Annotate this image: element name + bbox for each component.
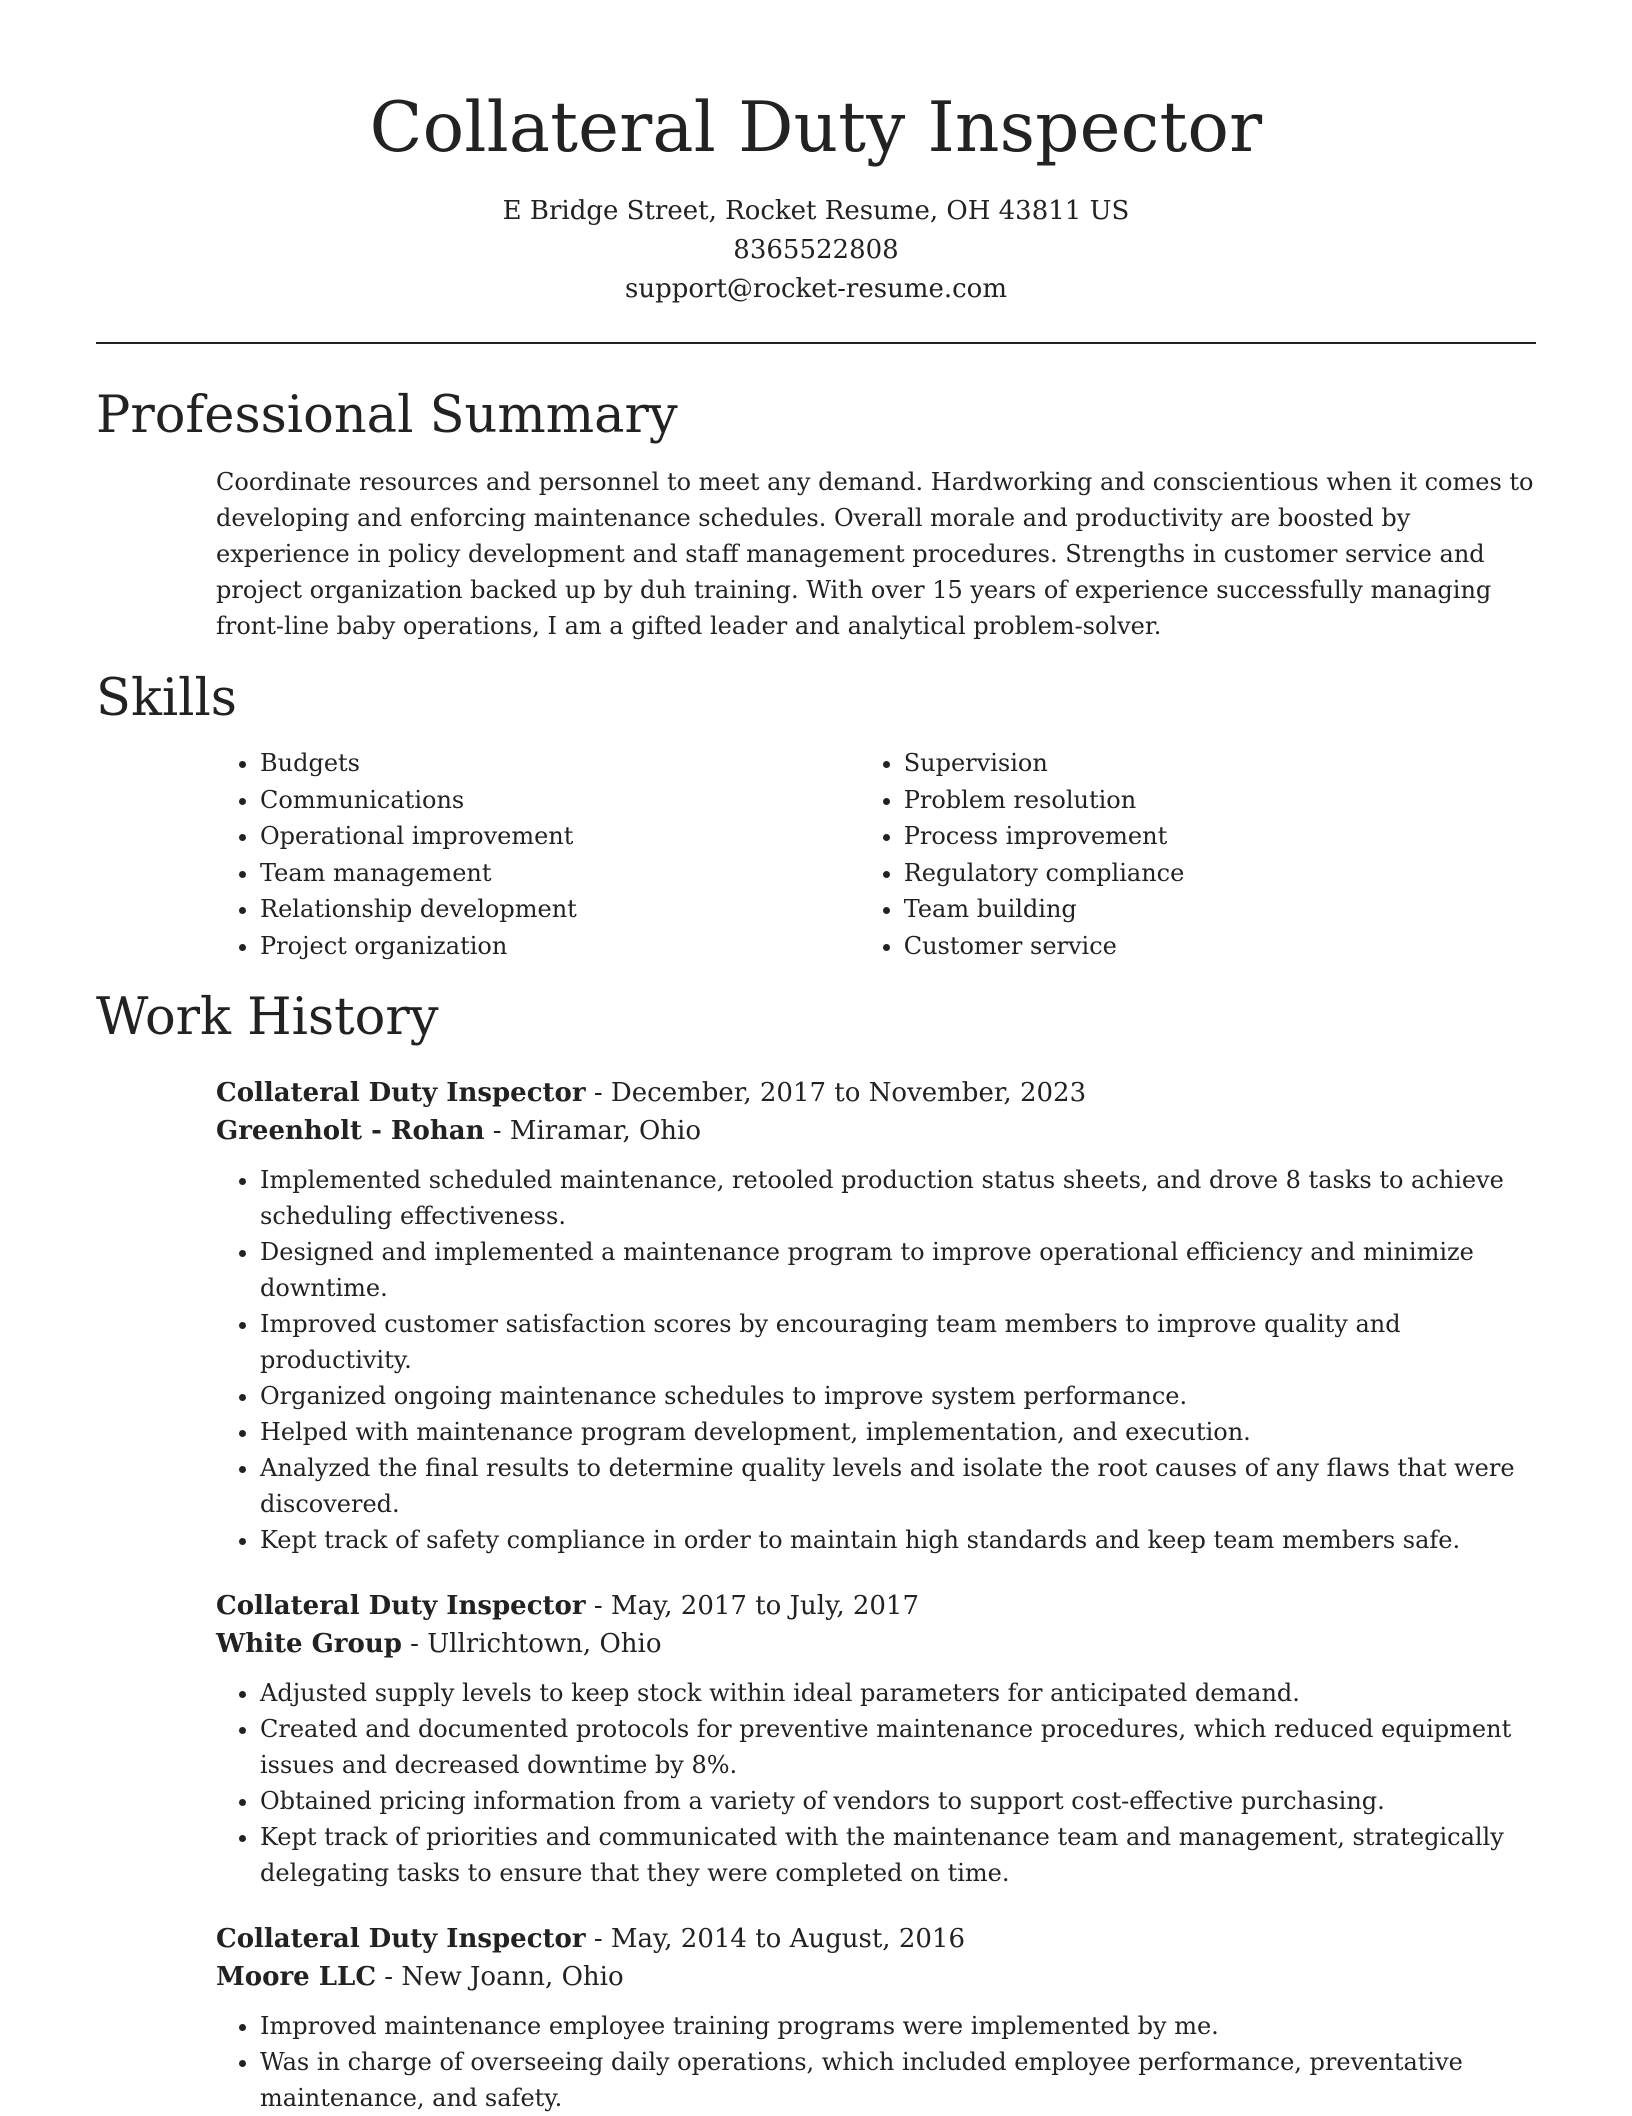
skill-item: • Process improvement: [904, 818, 1536, 855]
job-role: Collateral Duty Inspector: [216, 1924, 586, 1954]
summary-text: Coordinate resources and personnel to meet any demand. Hardworking and conscientious when it comes to developing and enforcing maintenance schedules. Overall morale and productivity are boosted by experience in policy development and staff management procedures. Strengths in customer service and project organization backed up by duh training. With over 15 years of experience successfully managing front-line baby operations, I am a gifted leader and analytical problem-solver.: [216, 468, 1534, 640]
job-bullet: • Organized ongoing maintenance schedules to improve system performance.: [260, 1378, 1536, 1414]
section-title-summary: Professional Summary: [96, 386, 678, 445]
skill-item: • Team management: [260, 855, 860, 892]
job-dates: - December, 2017 to November, 2023: [585, 1078, 1087, 1108]
job-role: Collateral Duty Inspector: [216, 1591, 586, 1621]
job-location: - New Joann, Ohio: [376, 1962, 624, 1992]
skill-item: • Problem resolution: [904, 782, 1536, 819]
job-title-line: [216, 1074, 1536, 1112]
skill-item: • Team building: [904, 891, 1536, 928]
job-bullet: • Helped with maintenance program development, implementation, and execution.: [260, 1414, 1536, 1450]
skills-column-right: [860, 745, 1536, 964]
job-company-line: [216, 1625, 1536, 1663]
contact-email: support@rocket-resume.com: [624, 274, 1007, 304]
skill-item: • Project organization: [260, 928, 860, 965]
skill-item: • Communications: [260, 782, 860, 819]
job-company: White Group: [216, 1629, 402, 1659]
job-entry: [216, 1074, 1536, 1558]
job-company-line: [216, 1958, 1536, 1996]
skills-list: [216, 745, 1536, 964]
section-title-work-history: Work History: [96, 988, 439, 1047]
job-role: Collateral Duty Inspector: [216, 1078, 586, 1108]
job-bullet: • Obtained pricing information from a variety of vendors to support cost-effective purchasing.: [260, 1783, 1536, 1819]
job-dates: - May, 2014 to August, 2016: [585, 1924, 965, 1954]
job-company-line: [216, 1112, 1536, 1150]
job-title-line: [216, 1587, 1536, 1625]
job-bullet: • Kept track of priorities and communicated with the maintenance team and management, strategically delegating tasks to ensure that they were completed on time.: [260, 1819, 1536, 1891]
job-bullet: • Kept track of safety compliance in order to maintain high standards and keep team members safe.: [260, 1522, 1536, 1558]
skill-item: • Operational improvement: [260, 818, 860, 855]
skill-item: • Supervision: [904, 745, 1536, 782]
job-bullet: • Was in charge of overseeing daily operations, which included employee performance, preventative maintenance, and safety.: [260, 2044, 1536, 2116]
job-bullet: • Created and documented protocols for preventive maintenance procedures, which reduced equipment issues and decreased downtime by 8%.: [260, 1711, 1536, 1783]
resume-page: [96, 0, 1536, 2116]
job-location: - Miramar, Ohio: [484, 1116, 701, 1146]
job-entry: [216, 1587, 1536, 1891]
contact-phone: 8365522808: [733, 235, 899, 265]
job-bullet: • Implemented scheduled maintenance, retooled production status sheets, and drove 8 tasks to achieve scheduling effectiveness.: [260, 1162, 1536, 1234]
job-bullet: • Adjusted supply levels to keep stock within ideal parameters for anticipated demand.: [260, 1675, 1536, 1711]
skill-item: • Relationship development: [260, 891, 860, 928]
job-bullet: • Improved maintenance employee training programs were implemented by me.: [260, 2008, 1536, 2044]
job-bullets: [216, 1675, 1536, 1891]
resume-name: Collateral Duty Inspector: [369, 88, 1263, 168]
job-bullet: • Improved customer satisfaction scores by encouraging team members to improve quality and productivity.: [260, 1306, 1536, 1378]
section-title-skills: Skills: [96, 669, 237, 728]
job-title-line: [216, 1920, 1536, 1958]
skill-item: • Regulatory compliance: [904, 855, 1536, 892]
job-location: - Ullrichtown, Ohio: [401, 1629, 662, 1659]
job-entry: [216, 1920, 1536, 2116]
header-divider: [96, 342, 1536, 344]
job-bullets: [216, 1162, 1536, 1558]
skills-column-left: [216, 745, 860, 964]
skill-item: • Budgets: [260, 745, 860, 782]
job-company: Moore LLC: [216, 1962, 377, 1992]
contact-address: E Bridge Street, Rocket Resume, OH 43811 US: [502, 196, 1130, 226]
job-company: Greenholt - Rohan: [216, 1116, 485, 1146]
job-bullet: • Designed and implemented a maintenance program to improve operational efficiency and minimize downtime.: [260, 1234, 1536, 1306]
job-dates: - May, 2017 to July, 2017: [585, 1591, 920, 1621]
contact-block: [96, 192, 1536, 309]
job-bullets: [216, 2008, 1536, 2116]
skill-item: • Customer service: [904, 928, 1536, 965]
job-bullet: • Analyzed the final results to determine quality levels and isolate the root causes of any flaws that were discovered.: [260, 1450, 1536, 1522]
